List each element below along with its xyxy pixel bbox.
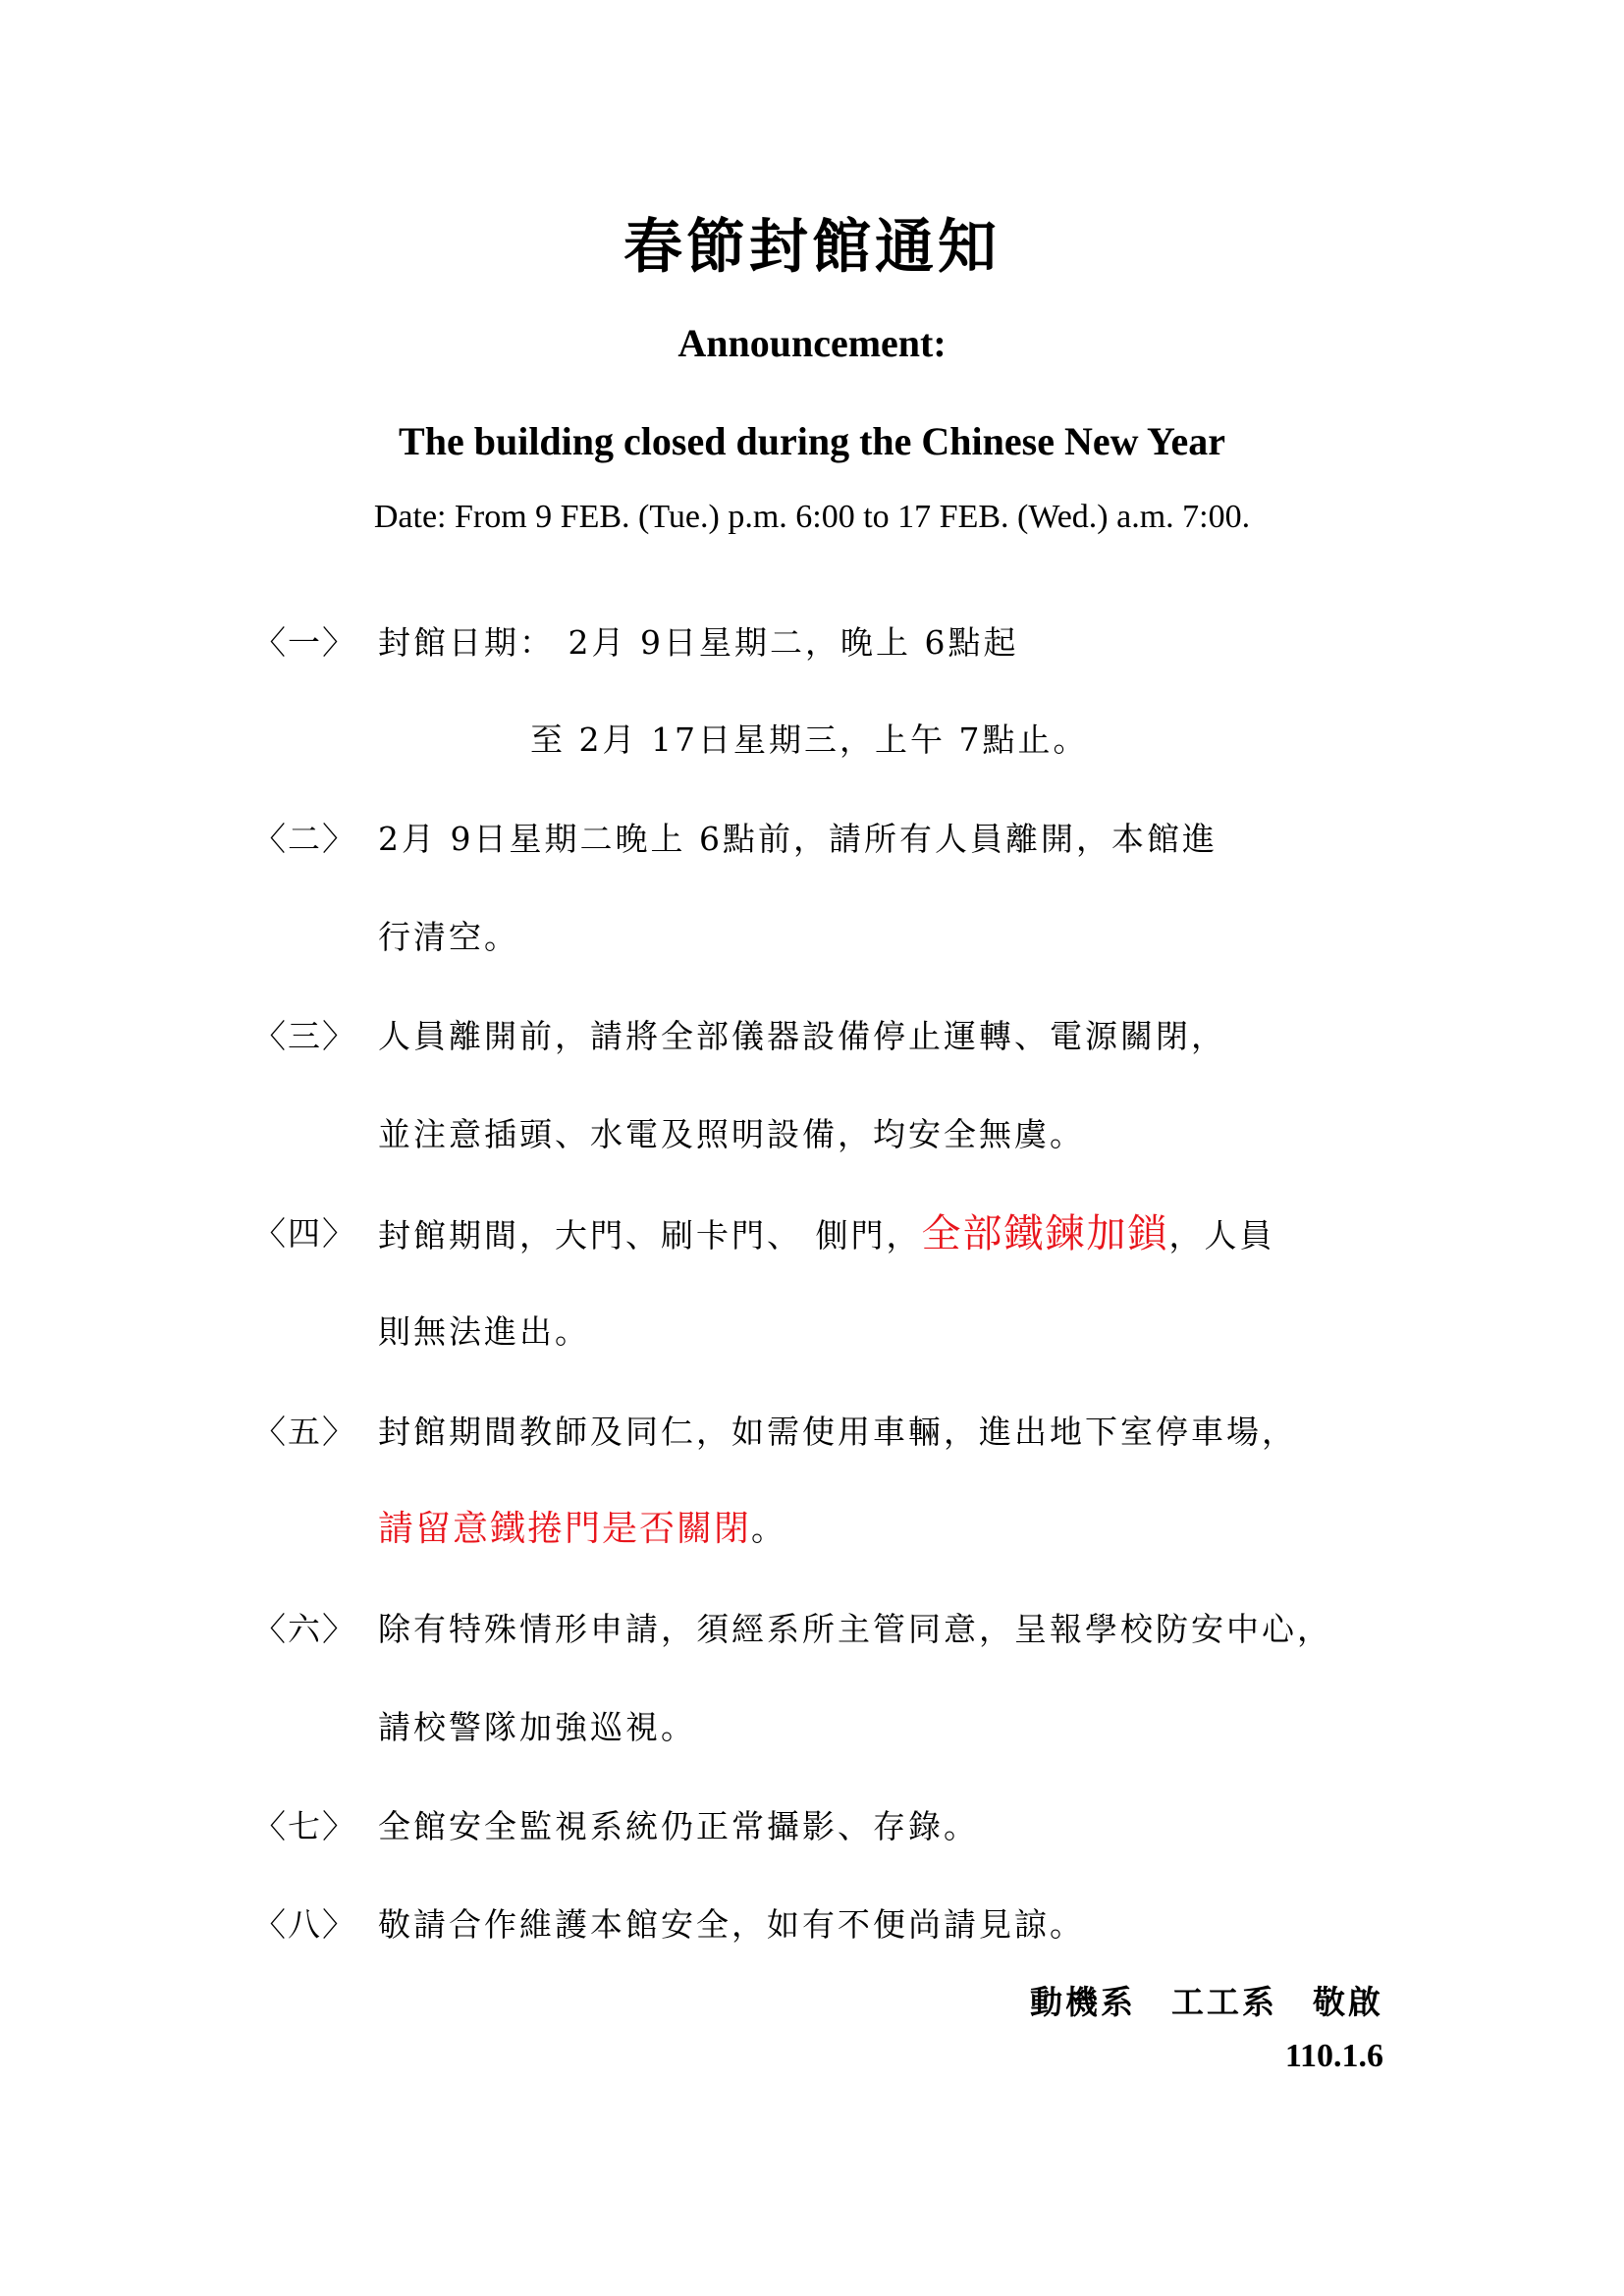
item-text-line2 [378, 1505, 786, 1554]
item-text-line1: 封館日期： 2月 9日星期二，晚上 6點起 [378, 623, 1019, 662]
announcement-heading: Announcement: [677, 321, 947, 365]
item-marker: 〈七〉 [253, 1807, 356, 1845]
item-text-plain: 。 [751, 1510, 787, 1548]
item-text-line2: 請校警隊加強巡視。 [378, 1708, 696, 1746]
item-text-line1: 封館期間教師及同仁，如需使用車輛，進出地下室停車場， [378, 1413, 1297, 1451]
signature-line [1030, 1978, 1383, 2027]
item-marker: 〈八〉 [253, 1905, 356, 1944]
signature-closing: 敬啟 [1313, 1983, 1383, 2021]
item-text-line1: 敬請合作維護本館安全，如有不便尚請見諒。 [378, 1905, 1085, 1944]
item-marker: 〈五〉 [253, 1413, 356, 1451]
item-text-line1 [378, 1209, 1275, 1260]
item-text-line2: 行清空。 [378, 918, 519, 956]
item-marker: 〈六〉 [253, 1610, 356, 1648]
item-marker: 〈三〉 [253, 1017, 356, 1055]
item-text-line2: 則無法進出。 [378, 1312, 590, 1351]
signature-dept-mechanical: 動機系 [1030, 1983, 1136, 2021]
item-marker: 〈四〉 [253, 1214, 356, 1253]
highlight-chain-lock: 全部鐵鍊加鎖 [921, 1211, 1169, 1256]
document-date: 110.1.6 [1284, 2038, 1383, 2074]
item-text-line1: 人員離開前，請將全部儀器設備停止運轉、電源關閉， [378, 1017, 1226, 1055]
item-text-line2: 至 2月 17日星期三，上午 7點止。 [530, 721, 1089, 759]
announcement-subtitle: The building closed during the Chinese New Year [399, 419, 1225, 463]
item-text-line1: 除有特殊情形申請，須經系所主管同意，呈報學校防安中心， [378, 1610, 1332, 1648]
item-marker: 〈一〉 [253, 623, 356, 662]
item-marker: 〈二〉 [253, 820, 356, 858]
item-text-line2: 並注意插頭、水電及照明設備，均安全無虞。 [378, 1115, 1085, 1153]
closure-date-line: Date: From 9 FEB. (Tue.) p.m. 6:00 to 17 FEB. (Wed.) a.m. 7:00. [373, 499, 1251, 535]
item-text-plain: ，人員 [1168, 1216, 1275, 1255]
page-title: 春節封館通知 [623, 213, 1001, 282]
signature-dept-industrial: 工工系 [1171, 1983, 1277, 2021]
item-text-line1: 全館安全監視系統仍正常攝影、存錄。 [378, 1807, 979, 1845]
item-text-line1: 2月 9日星期二晚上 6點前，請所有人員離開，本館進 [378, 820, 1218, 858]
highlight-rolling-door: 請留意鐵捲門是否關閉 [378, 1509, 752, 1549]
item-text-plain: 封館期間，大門、刷卡門、 側門， [378, 1216, 922, 1255]
